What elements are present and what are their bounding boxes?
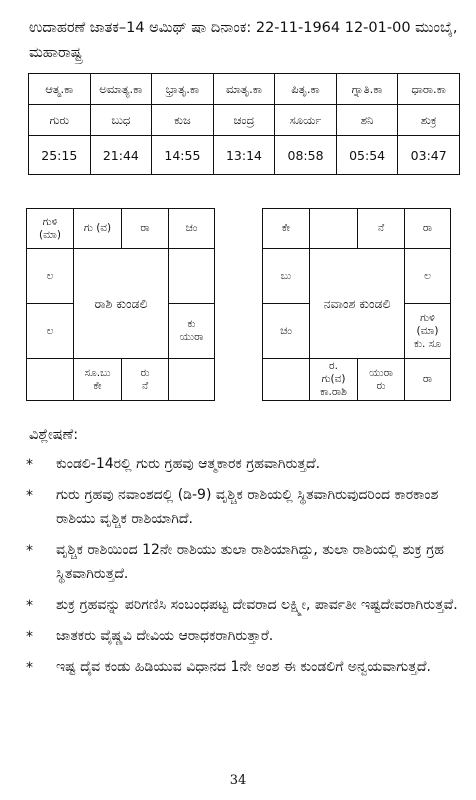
karaka-degree-cell: 08:58 — [275, 136, 337, 175]
house-cell-text: ಕೇ — [93, 379, 102, 392]
house-cell-text: ರಾ — [422, 222, 433, 234]
karaka-degree-cell: 13:14 — [213, 136, 275, 175]
karaka-degree-cell: 03:47 — [398, 136, 460, 175]
navamsha-chart-house-cell — [357, 358, 405, 401]
navamsha-chart-house-cell — [262, 358, 310, 401]
rashi-chart — [26, 208, 212, 398]
navamsha-chart-house-cell — [404, 358, 451, 401]
navamsha-chart — [262, 208, 448, 398]
karaka-degree-row — [29, 136, 460, 175]
karaka-planet-cell: ಶುಕ್ರ — [398, 105, 460, 136]
navamsha-chart-house-cell — [404, 248, 451, 304]
house-cell-text: ಗು (ವ) — [83, 222, 112, 234]
house-cell-text: ನೆ — [377, 222, 385, 234]
rashi-chart-house-cell — [26, 248, 74, 304]
karaka-table — [28, 73, 460, 175]
rashi-chart-center-label: ರಾಶಿ ಕುಂಡಲಿ — [94, 295, 148, 311]
list-item — [24, 483, 464, 531]
list-item — [24, 538, 464, 586]
karaka-planet-cell: ಗುರು — [29, 105, 91, 136]
analysis-list — [24, 452, 464, 686]
list-item — [24, 593, 464, 617]
house-cell-text: ಗುಳಿ — [42, 215, 58, 228]
karaka-planet-row — [29, 105, 460, 136]
example-heading: ಉದಾಹರಣೆ ಜಾತಕ–14 ಅಮಿಥ್ ಷಾ ದಿನಾಂಕ: 22-11-1964 12-01-00 ಮುಂಬೈ, ಮಹಾರಾಷ್ಟ್ರ — [29, 20, 458, 61]
rashi-chart-house-cell — [168, 358, 215, 401]
karaka-planet-cell: ಚಂದ್ರ — [213, 105, 275, 136]
house-cell-text: (ಮಾ) — [416, 324, 439, 337]
page-number: 34 — [229, 773, 247, 788]
list-item-text: ಗುರು ಗ್ರಹವು ನವಾಂಶದಲ್ಲಿ (ಡಿ-9) ವೃಶ್ಚಿಕ ರಾಶಿಯಲ್ಲಿ ಸ್ಥಿತವಾಗಿರುವುದರಿಂದ ಕಾರಕಾಂಶ ರಾಶಿಯು ವೃಶ್ಚಿಕ ರಾಶಿಯಾಗಿದೆ. — [56, 487, 439, 527]
list-item-text: ಜಾತಕರು ವೈಷ್ಣವಿ ದೇವಿಯ ಆರಾಧಕರಾಗಿರುತ್ತಾರೆ. — [56, 628, 274, 644]
house-cell-text: ಲ — [46, 269, 54, 282]
house-cell-text: ಕು. ಸೂ — [413, 337, 441, 350]
navamsha-chart-center-label: ನವಾಂಶ ಕುಂಡಲಿ — [323, 295, 391, 311]
house-cell-text: ಲ — [424, 269, 431, 282]
bullet-star-icon: * — [26, 543, 33, 559]
rashi-chart-center — [73, 248, 169, 359]
rashi-chart-house-cell — [168, 303, 215, 359]
list-item — [24, 452, 464, 476]
house-cell-text: ರಾ — [422, 373, 433, 385]
karaka-planet-cell: ಸೂರ್ಯ — [275, 105, 337, 136]
karaka-planet-cell: ಕುಜ — [152, 105, 214, 136]
house-cell-text: ಗು(ವ) — [321, 373, 346, 385]
navamsha-chart-house-cell — [404, 303, 451, 359]
karaka-header-cell: ಗ್ನಾತಿ.ಕಾ — [336, 74, 398, 105]
house-cell-text: (ಮಾ) — [39, 228, 61, 241]
navamsha-chart-house-cell — [309, 208, 358, 249]
bullet-star-icon: * — [26, 629, 33, 645]
navamsha-chart-house-cell — [262, 248, 310, 304]
navamsha-chart-house-cell — [357, 208, 405, 249]
house-cell-text: ಚಂ — [280, 324, 292, 337]
navamsha-chart-house-cell — [309, 358, 358, 401]
rashi-chart-house-cell — [26, 303, 74, 359]
house-cell-text: ರು — [140, 366, 150, 379]
karaka-planet-cell: ಬುಧ — [90, 105, 152, 136]
house-cell-text: ರ. — [329, 360, 338, 372]
list-item-text: ಶುಕ್ರ ಗ್ರಹವನ್ನು ಪರಿಗಣಿಸಿ ಸಂಬಂಧಪಟ್ಟ ದೇವರಾದ ಲಕ್ಷ್ಮೀ, ಪಾರ್ವತೀ ಇಷ್ಟದೇವರಾಗಿರುತ್ತವೆ. — [56, 597, 458, 613]
house-cell-text: ಚಂ — [185, 222, 198, 234]
house-cell-text: ರಾ — [140, 222, 150, 234]
rashi-chart-house-cell — [26, 208, 74, 249]
karaka-degree-cell: 25:15 — [29, 136, 91, 175]
rashi-chart-house-cell — [73, 358, 122, 401]
house-cell-text: ಕೇ — [281, 222, 291, 234]
list-item-text: ಇಷ್ಟ ದೈವ ಕಂಡು ಹಿಡಿಯುವ ವಿಧಾನದ 1ನೇ ಅಂಶ ಈ ಕುಂಡಲಿಗೆ ಅನ್ವಯವಾಗುತ್ತದೆ. — [56, 659, 431, 675]
navamsha-chart-center — [309, 248, 405, 359]
karaka-header-cell: ಅಮಾತ್ಯ.ಕಾ — [90, 74, 152, 105]
list-item-text: ವೃಶ್ಚಿಕ ರಾಶಿಯಿಂದ 12ನೇ ರಾಶಿಯು ತುಲಾ ರಾಶಿಯಾಗಿದ್ದು, ತುಲಾ ರಾಶಿಯಲ್ಲಿ ಶುಕ್ರ ಗ್ರಹ ಸ್ಥಿತವಾಗಿರುತ್ತದೆ. — [56, 542, 444, 582]
house-cell-text: ಬು — [280, 269, 292, 282]
house-cell-text: ಕಾ.ರಾಶಿ — [320, 386, 347, 398]
house-cell-text: ಕು — [187, 318, 196, 330]
karaka-planet-cell: ಶನಿ — [336, 105, 398, 136]
karaka-header-cell: ಆತ್ಮ.ಕಾ — [29, 74, 91, 105]
house-cell-text: ಯುರಾ — [179, 331, 204, 343]
navamsha-chart-house-cell — [262, 208, 310, 249]
karaka-degree-cell: 05:54 — [336, 136, 398, 175]
list-item — [24, 624, 464, 648]
karaka-header-cell: ಭ್ರಾತೃ.ಕಾ — [152, 74, 214, 105]
list-item-text: ಕುಂಡಲಿ-14ರಲ್ಲಿ ಗುರು ಗ್ರಹವು ಆತ್ಮಕಾರಕ ಗ್ರಹವಾಗಿರುತ್ತದೆ. — [56, 456, 321, 472]
house-cell-text: ಗುಳಿ — [420, 311, 435, 324]
list-item — [24, 655, 464, 679]
house-cell-text: ಲ — [46, 324, 54, 337]
house-cell-text: ಸೂ.ಬು — [84, 366, 111, 379]
karaka-header-cell: ಪಿತೃ.ಕಾ — [275, 74, 337, 105]
bullet-star-icon: * — [26, 598, 33, 614]
rashi-chart-house-cell — [121, 208, 169, 249]
karaka-header-cell: ಮಾತೃ.ಕಾ — [213, 74, 275, 105]
karaka-header-cell: ಧಾರಾ.ಕಾ — [398, 74, 460, 105]
house-cell-text: ಯುರಾ — [369, 366, 393, 379]
karaka-degree-cell: 21:44 — [90, 136, 152, 175]
bullet-star-icon: * — [26, 457, 33, 473]
house-cell-text: ನೆ — [141, 379, 149, 392]
rashi-chart-house-cell — [73, 208, 122, 249]
bullet-star-icon: * — [26, 488, 33, 504]
navamsha-chart-house-cell — [262, 303, 310, 359]
rashi-chart-house-cell — [168, 208, 215, 249]
navamsha-chart-house-cell — [404, 208, 451, 249]
rashi-chart-house-cell — [121, 358, 169, 401]
rashi-chart-house-cell — [26, 358, 74, 401]
house-cell-text: ರು — [376, 379, 386, 392]
karaka-header-row — [29, 74, 460, 105]
bullet-star-icon: * — [26, 660, 33, 676]
rashi-chart-house-cell — [168, 248, 215, 304]
karaka-degree-cell: 14:55 — [152, 136, 214, 175]
analysis-title: ವಿಶ್ಲೇಷಣೆ: — [29, 427, 79, 443]
